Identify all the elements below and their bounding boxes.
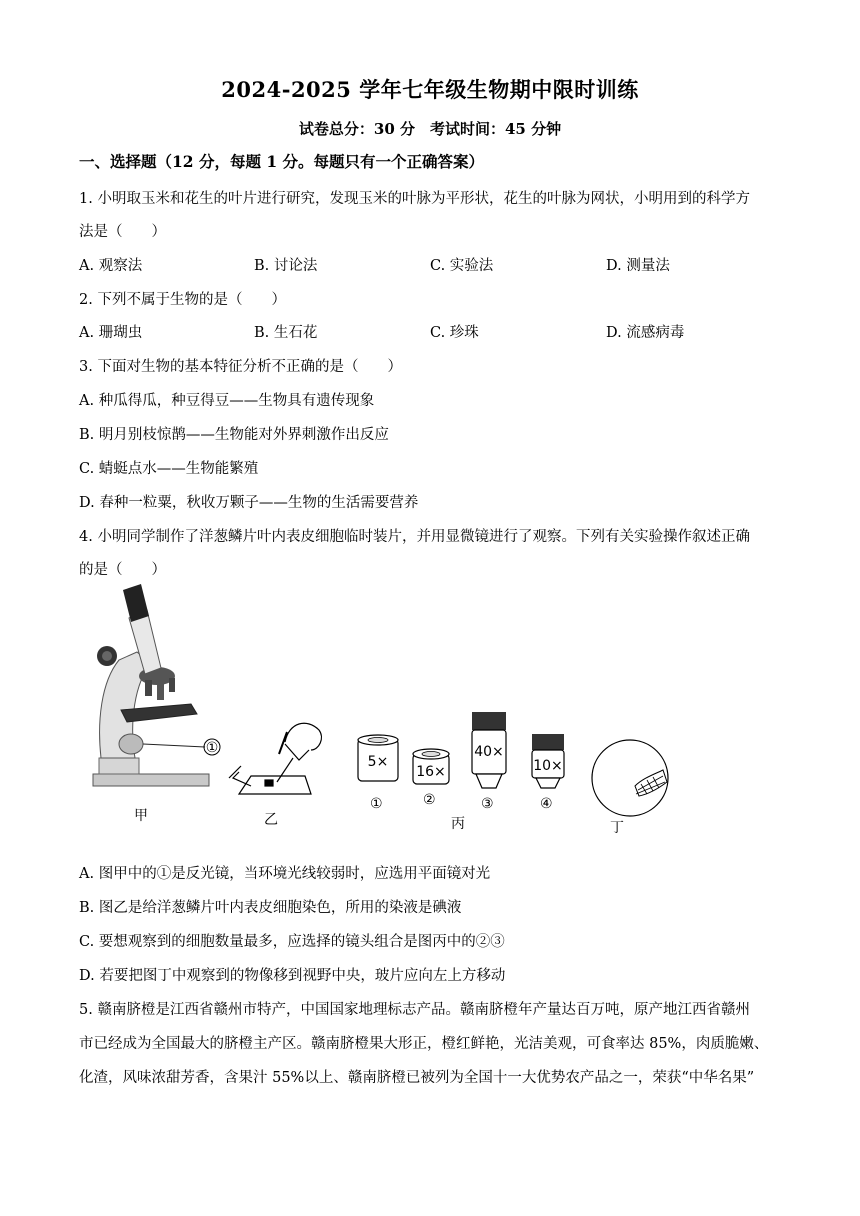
question-1-text: 1. 小明取玉米和花生的叶片进行研究，发现玉米的叶脉为平形状，花生的叶脉为网状，小明用到的科学方	[79, 191, 750, 207]
q1-option-c: C. 实验法	[430, 258, 494, 274]
question-4-text: 4. 小明同学制作了洋葱鳞片叶内表皮细胞临时装片，并用显微镜进行了观察。下列有关实验操作叙述正确	[79, 529, 750, 545]
q4-option-a: A. 图甲中的①是反光镜，当环境光线较弱时，应选用平面镜对光	[79, 866, 491, 882]
mirror-marker: ①	[205, 740, 219, 756]
question-3-text: 3. 下面对生物的基本特征分析不正确的是（ ）	[79, 359, 402, 375]
q4-option-c: C. 要想观察到的细胞数量最多，应选择的镜头组合是图丙中的②③	[79, 934, 505, 950]
q1-option-b: B. 讨论法	[254, 258, 318, 274]
lens-1-marker: ①	[370, 796, 383, 812]
field-of-view-icon	[592, 740, 668, 816]
q4-option-b: B. 图乙是给洋葱鳞片叶内表皮细胞染色，所用的染液是碘液	[79, 900, 462, 916]
lens-3-marker: ③	[481, 796, 494, 812]
q3-option-d: D. 春种一粒粟，秋收万颗子——生物的生活需要营养	[79, 495, 419, 511]
lens-2-marker: ②	[423, 792, 436, 808]
q4-option-d: D. 若要把图丁中观察到的物像移到视野中央，玻片应向左上方移动	[79, 968, 506, 984]
lens-2-label: 16×	[416, 764, 446, 780]
lens-3-label: 40×	[474, 744, 504, 760]
q3-option-a: A. 种瓜得瓜，种豆得豆——生物具有遗传现象	[79, 393, 375, 409]
q2-option-a: A. 珊瑚虫	[79, 325, 143, 341]
q2-option-c: C. 珍珠	[430, 325, 479, 341]
figure-label-ding: 丁	[610, 820, 624, 836]
page-title: 2024-2025 学年七年级生物期中限时训练	[221, 77, 639, 102]
figure-label-jia: 甲	[134, 808, 148, 824]
slide-staining-icon	[229, 723, 321, 794]
eyepiece-16x-icon	[413, 749, 449, 784]
question-5-text: 5. 赣南脐橙是江西省赣州市特产，中国国家地理标志产品。赣南脐橙年产量达百万吨，原产地江西省赣州	[79, 1002, 750, 1018]
q2-option-d: D. 流感病毒	[606, 325, 685, 341]
q3-option-b: B. 明月别枝惊鹊——生物能对外界刺激作出反应	[79, 427, 389, 443]
question-4-text-cont: 的是（ ）	[79, 562, 166, 578]
question-5-text-cont: 市已经成为全国最大的脐橙主产区。赣南脐橙果大形正，橙红鲜艳，光洁美观，可食率达 85%，肉质脆嫩、	[79, 1036, 769, 1052]
objective-10x-icon	[532, 734, 564, 788]
question-5-text-cont-2: 化渣，风味浓甜芳香，含果汁 55%以上、赣南脐橙已被列为全国十一大优势农产品之一，荣获“中华名果”	[79, 1070, 755, 1086]
q2-option-b: B. 生石花	[254, 325, 318, 341]
section-heading: 一、选择题（12 分，每题 1 分。每题只有一个正确答案）	[79, 152, 485, 171]
figure-label-yi: 乙	[264, 812, 278, 828]
microscope-icon	[93, 584, 209, 786]
lens-4-label: 10×	[533, 758, 563, 774]
q3-option-c: C. 蜻蜓点水——生物能繁殖	[79, 461, 259, 477]
q1-option-a: A. 观察法	[79, 258, 143, 274]
question-1-text-cont: 法是（ ）	[79, 224, 166, 240]
lens-1-label: 5×	[367, 754, 389, 770]
q1-option-d: D. 测量法	[606, 258, 670, 274]
figure-label-bing: 丙	[451, 816, 465, 832]
exam-info: 试卷总分：30 分 考试时间：45 分钟	[298, 120, 562, 138]
eyepiece-5x-icon	[358, 735, 398, 781]
question-2-text: 2. 下列不属于生物的是（ ）	[79, 292, 286, 308]
lens-4-marker: ④	[540, 796, 553, 812]
objective-40x-icon	[472, 712, 506, 788]
microscope-figure	[79, 582, 779, 842]
